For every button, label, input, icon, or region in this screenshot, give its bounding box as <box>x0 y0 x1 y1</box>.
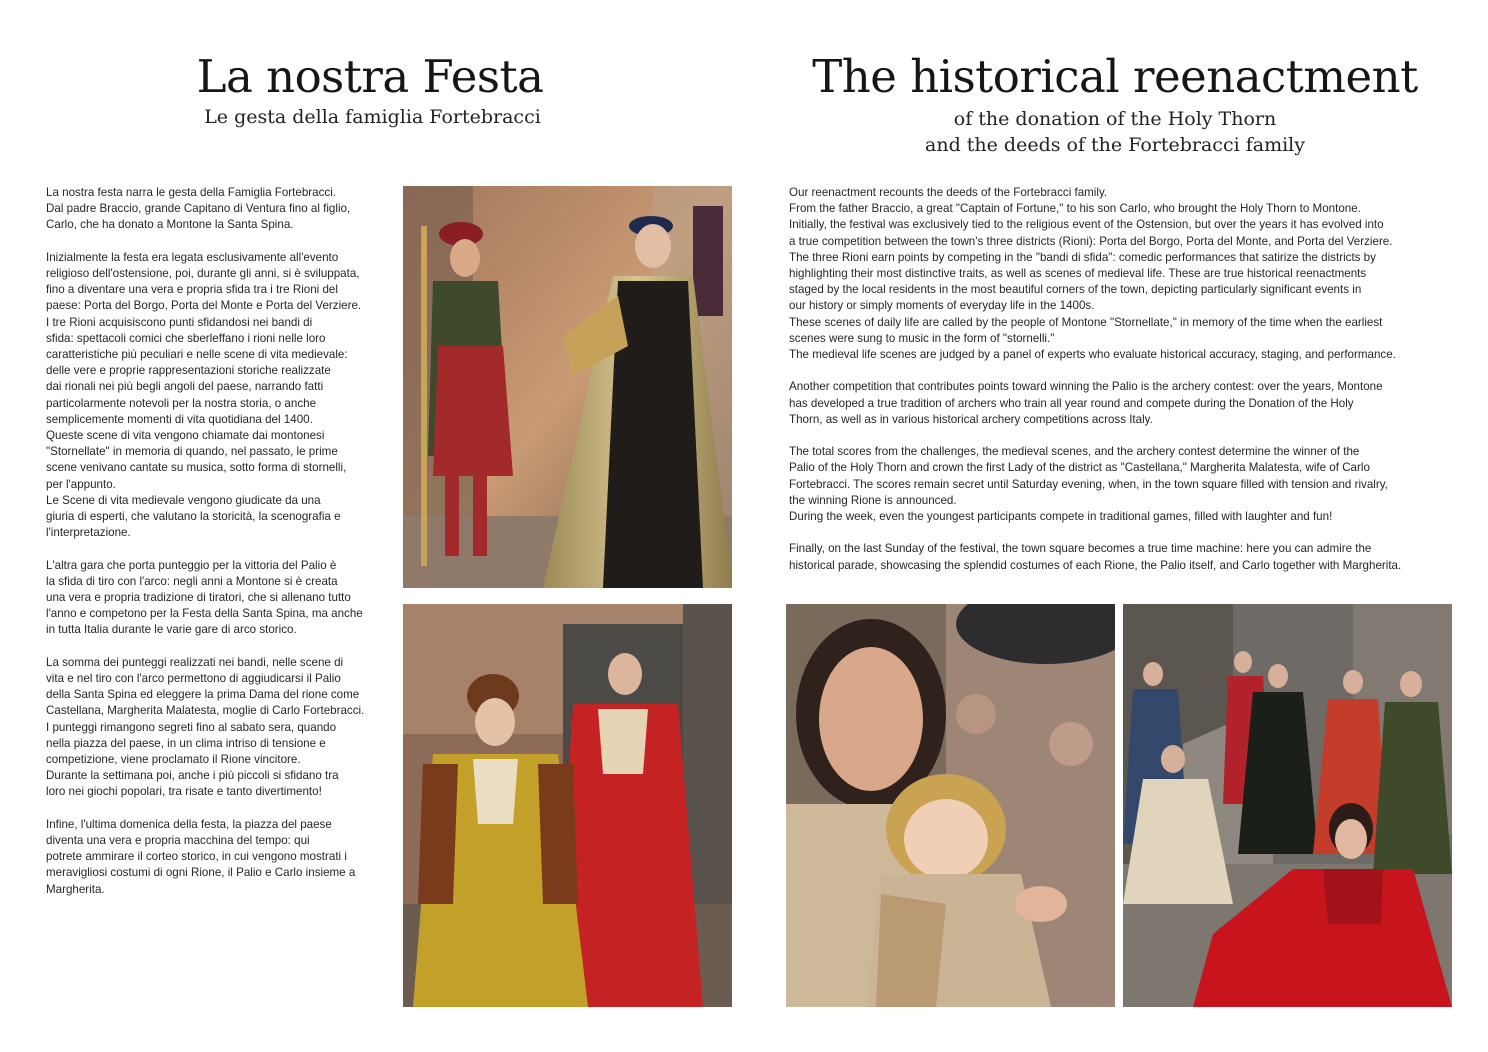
left-body-text-line: competizione, viene proclamato il Rione vincitore. <box>46 753 301 767</box>
left-body-text-line: La nostra festa narra le gesta della Famiglia Fortebracci. <box>46 186 336 199</box>
left-body-text-line: Infine, l'ultima domenica della festa, la piazza del paese <box>46 817 332 831</box>
left-body-text-line: Dal padre Braccio, grande Capitano di Ventura fino al figlio, <box>46 202 351 216</box>
left-body-text-line: religioso dell'ostensione, poi, durante gli anni, si è sviluppata, <box>46 267 360 280</box>
right-body-text-line: During the week, even the youngest participants compete in traditional games, filled with laughter and fun! <box>789 510 1333 524</box>
right-page-body <box>789 185 1449 590</box>
photo-ladies-procession <box>403 604 732 1007</box>
left-body-text-line: paese: Porta del Borgo, Porta del Monte e Porta del Verziere. <box>46 299 362 313</box>
left-body-text-line: potrete ammirare il corteo storico, in cui vengono mostrati i <box>46 850 347 864</box>
right-body-text-line: The total scores from the challenges, the medieval scenes, and the archery contest determine the winner of the <box>789 445 1360 459</box>
right-body-text-line: Another competition that contributes points toward winning the Palio is the archery contest: over the years, Montone <box>789 380 1383 394</box>
left-body-text-line: l'anno e competono per la Festa della Santa Spina, ma anche <box>46 607 363 621</box>
right-body-paragraph <box>789 444 1449 525</box>
right-body-paragraph <box>789 541 1449 573</box>
right-body-text-line: These scenes of daily life are called by the people of Montone "Stornellate," in memory of the time when the earliest <box>789 315 1383 329</box>
right-body-text-line: Finally, on the last Sunday of the festival, the town square becomes a true time machine: here you can admire the <box>789 542 1372 556</box>
right-body-text-line: scenes were sung to music in the form of "stornelli." <box>789 331 1055 345</box>
left-body-text-line: Inizialmente la festa era legata esclusivamente all'evento <box>46 250 339 264</box>
right-body-text-line: highlighting their most distinctive traits, as well as scenes of medieval life. These are true historical reenactments <box>789 267 1367 281</box>
left-body-text-line: sfida: spettacoli comici che sberleffano i rioni nelle loro <box>46 331 326 345</box>
right-body-text-line: The medieval life scenes are judged by a panel of experts who evaluate historical accuracy, staging, and performance. <box>789 348 1396 362</box>
left-body-paragraph <box>46 558 386 639</box>
right-page-title: The historical reenactment <box>812 50 1418 103</box>
left-page-subtitle: Le gesta della famiglia Fortebracci <box>204 106 541 128</box>
right-body-text-line: From the father Braccio, a great "Captain of Fortune," to his son Carlo, who brought the Holy Thorn to Montone. <box>789 202 1361 216</box>
left-body-text-line: I tre Rioni acquisiscono punti sfidandosi nei bandi di <box>46 315 313 329</box>
left-page-body <box>46 185 386 914</box>
right-body-paragraph <box>789 185 1449 363</box>
left-body-text-line: scene venivano cantate su musica, sotto forma di stornelli, <box>46 461 347 475</box>
photo-mother-baby <box>786 604 1115 1007</box>
left-body-text-line: Durante la settimana poi, anche i più piccoli si sfidano tra <box>46 769 339 783</box>
left-body-text-line: per l'appunto. <box>46 477 116 491</box>
right-body-text-line: historical parade, showcasing the splendid costumes of each Rione, the Palio itself, and Carlo together with Margherita. <box>789 558 1402 572</box>
right-page-subtitle-line2: and the deeds of the Fortebracci family <box>925 134 1305 156</box>
right-body-text-line: has developed a true tradition of archers who train all year round and compete during the Donation of the Holy <box>789 396 1354 410</box>
left-body-text-line: delle vere e proprie rappresentazioni storiche realizzate <box>46 364 331 378</box>
left-body-text-line: Le Scene di vita medievale vengono giudicate da una <box>46 493 321 507</box>
left-body-text-line: Carlo, che ha donato a Montone la Santa Spina. <box>46 218 294 232</box>
left-body-text-line: vita e nel tiro con l'arco permettono di aggiudicarsi il Palio <box>46 672 341 686</box>
right-body-text-line: Palio of the Holy Thorn and crown the first Lady of the district as "Castellana," Margherita Malatesta, wife of Carlo <box>789 461 1370 475</box>
right-page-subtitle-line1: of the donation of the Holy Thorn <box>953 108 1277 130</box>
right-body-text-line: Fortebracci. The scores remain secret until Saturday evening, when, in the town square filled with tension and rivalry, <box>789 477 1388 491</box>
right-body-text-line: a true competition between the town's three districts (Rioni): Porta del Borgo, Porta del Monte, and Porta del Verziere. <box>789 234 1393 248</box>
right-body-text-line: our history or simply moments of everyday life in the 1400s. <box>789 299 1095 313</box>
right-body-text-line: Initially, the festival was exclusively tied to the religious event of the Ostension, but over the years it has evolved into <box>789 218 1384 232</box>
left-body-text-line: dai rionali nei più begli angoli del paese, narrando fatti <box>46 380 324 394</box>
left-body-text-line: la sfida di tiro con l'arco: negli anni a Montone si è creata <box>46 574 338 588</box>
left-body-text-line: La somma dei punteggi realizzati nei bandi, nelle scene di <box>46 655 344 669</box>
right-body-text-line: the winning Rione is announced. <box>789 493 957 507</box>
left-body-text-line: una vera e propria tradizione di tiratori, che si allenano tutto <box>46 591 351 605</box>
left-body-text-line: Queste scene di vita vengono chiamate dai montonesi <box>46 429 325 443</box>
left-body-text-line: meravigliosi costumi di ogni Rione, il Palio e Carlo insieme a <box>46 866 356 880</box>
left-body-text-line: in tutta Italia durante le varie gare di arco storico. <box>46 623 297 637</box>
left-body-paragraph <box>46 655 386 801</box>
left-body-paragraph <box>46 250 386 542</box>
left-body-text-line: loro nei giochi popolari, tra risate e tanto divertimento! <box>46 785 322 799</box>
left-body-text-line: "Stornellate" in memoria di quando, nel passato, le prime <box>46 445 338 459</box>
left-body-text-line: Margherita. <box>46 882 105 896</box>
right-body-text-line: Thorn, as well as in various historical archery competitions across Italy. <box>789 412 1153 426</box>
left-body-text-line: nella piazza del paese, in un clima intriso di tensione e <box>46 736 326 750</box>
left-body-text-line: fino a diventare una vera e propria sfida tra i tre Rioni del <box>46 283 338 297</box>
right-body-text-line: The three Rioni earn points by competing in the "bandi di sfida": comedic performances that satirize the districts by <box>789 250 1376 264</box>
left-body-text-line: caratteristiche più peculiari e nelle scene di vita medievale: <box>46 348 348 362</box>
left-page-title: La nostra Festa <box>196 50 544 103</box>
left-body-text-line: l'interpretazione. <box>46 526 131 540</box>
left-body-text-line: della Santa Spina ed eleggere la prima Dama del rione come <box>46 688 360 702</box>
left-body-text-line: Castellana, Margherita Malatesta, moglie di Carlo Fortebracci. <box>46 704 365 718</box>
left-body-paragraph <box>46 817 386 898</box>
left-body-text-line: L'altra gara che porta punteggio per la vittoria del Palio è <box>46 558 337 572</box>
left-body-text-line: diventa una vera e propria macchina del tempo: qui <box>46 834 310 848</box>
left-body-text-line: semplicemente momenti di vita quotidiana del 1400. <box>46 412 313 426</box>
left-body-text-line: giuria di esperti, che valutano la storicità, la scenografia e <box>46 510 341 524</box>
photo-ladies-staircase <box>1123 604 1452 1007</box>
right-body-paragraph <box>789 379 1449 428</box>
right-body-text-line: Our reenactment recounts the deeds of the Fortebracci family. <box>789 186 1108 199</box>
left-body-text-line: particolarmente notevoli per la nostra storia, o anche <box>46 396 317 410</box>
left-body-text-line: I punteggi rimangono segreti fino al sabato sera, quando <box>46 720 337 734</box>
photo-couple-costume <box>403 186 732 588</box>
left-body-paragraph <box>46 185 386 234</box>
right-body-text-line: staged by the local residents in the most beautiful corners of the town, depicting particularly significant events in <box>789 283 1362 297</box>
